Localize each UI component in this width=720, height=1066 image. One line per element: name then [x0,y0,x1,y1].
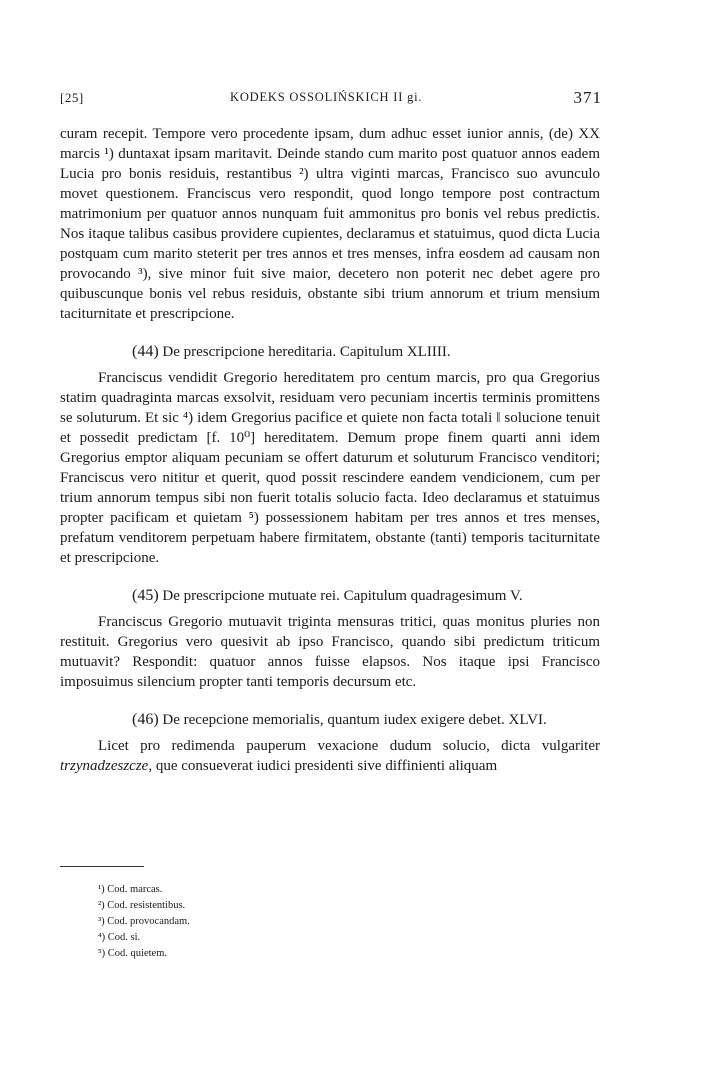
section-46-text-before: Licet pro redimenda pauperum vexacione dudum solucio, dicta vulgariter [98,738,600,754]
intro-paragraph: curam recepit. Tempore vero procedente ipsam, dum adhuc esset iunior annis, (de) XX marcis ¹) duntaxat ipsam maritavit. Deinde stando cum marito post quatuor annos eadem Lucia pro bonis residuis, restantibus ²) ultra viginti marcas, Francisco suo avunculo movet questionem. Franciscus vero respondit, quod longo tempore post contractum matrimonium per quatuor annos nunquam fuit ammonitus pro bonis vel rebus predictis. Nos itaque talibus casibus providere cupientes, declaramus et statuimus, quod dicta Lucia postquam cum marito steterit per tres annos et tres menses, infra eosdem ad causam non provocando ³), sive minor fuit sive maior, decetero non poterit nec debet agere pro quibuscunque bonis vel rebus residuis, obstante sibi trium annorum et trium mensium taciturnitate et prescripcione. [60,126,600,322]
section-marker: [25] [60,90,84,105]
section-44-title: De prescripcione hereditaria. Capitulum XLIIII. [162,344,451,360]
footnote-mark: ⁴) [98,932,106,943]
section-44-text: Franciscus vendidit Gregorio hereditatem pro centum marcis, pro qua Gregorius statim quadraginta marcas exsolvit, residuam vero pecuniam incertis terminis promittens se soluturum. Et sic ⁴) idem Gregorius pacifice et quiete non facta totali ‖ solucione tenuit et possedit predictam [f. 10⁰] hereditatem. Demum prope finem quarti anni idem Gregorius emptor aliquam pecuniam se offert daturum et soluturum Francisco venditori; Franciscus vero nititur et querit, quod possit rescindere eandem vendicionem, cum per trium annorum tempus sibi non fuerit totalis solucio facta. Ideo declaramus et statuimus propter pacificam et quietam ⁵) possessionem habitam per tres annos et tres menses, prefatum venditorem perpetuam habere firmitatem, obstante (tanti) temporis taciturnitate et prescripcione. [60,370,600,566]
section-46-number: (46) [132,711,159,728]
footnote-text: Cod. si. [107,932,141,943]
footnote-4 [98,930,190,946]
vernacular-term: trzynadzeszcze [60,758,149,774]
footnote-1 [98,882,190,898]
footnote-mark: ³) [98,916,105,927]
section-45-title: De prescripcione mutuate rei. Capitulum quadragesimum V. [162,588,523,604]
footnote-5 [98,946,190,962]
footnote-mark: ⁵) [98,948,106,959]
footnotes [98,882,190,962]
footnote-mark: ²) [98,900,105,911]
section-46-heading [60,710,600,730]
footnote-text: Cod. quietem. [107,948,167,959]
page-body [60,124,600,776]
footnote-divider [60,866,144,867]
footnote-text: Cod. resistentibus. [107,900,186,911]
section-45-text: Franciscus Gregorio mutuavit triginta mensuras tritici, quas monitus pluries non restituit. Gregorius vero quesivit ab ipso Francisco, quando sibi predictum triticum mutuavit? Respondit: quatuor annos fuisse elapsos. Nos itaque ipsi Francisco imposuimus silencium propter tanti temporis decursum etc. [60,614,600,690]
running-title: KODEKS OSSOLIŃSKICH II gi. [230,90,423,104]
section-46-text-after: , que consueverat iudici presidenti sive diffinienti aliquam [148,758,498,774]
page-number: 371 [573,88,602,107]
section-44-number: (44) [132,343,159,360]
section-46-title: De recepcione memorialis, quantum iudex exigere debet. XLVI. [162,712,547,728]
footnote-3 [98,914,190,930]
running-header [60,88,602,108]
section-44-heading [60,342,600,362]
footnote-text: Cod. marcas. [107,884,163,895]
section-45-heading [60,586,600,606]
footnote-text: Cod. provocandam. [107,916,190,927]
section-45-number: (45) [132,587,159,604]
footnote-mark: ¹) [98,884,105,895]
section-46-text [60,736,600,776]
footnote-2 [98,898,190,914]
